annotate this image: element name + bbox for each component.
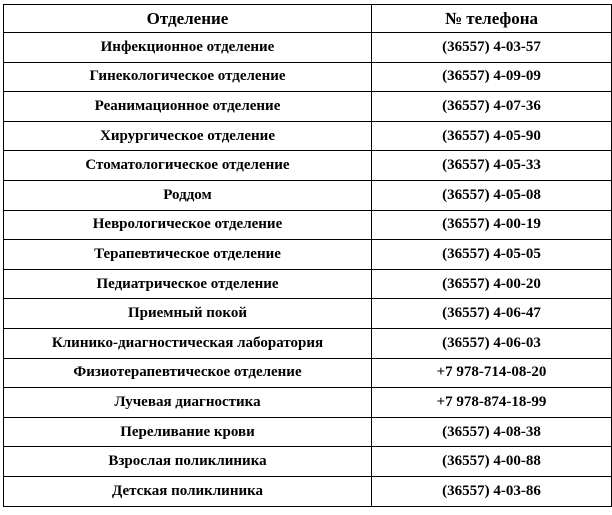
phone-cell: (36557) 4-06-03 — [372, 328, 612, 358]
department-cell: Гинекологическое отделение — [4, 62, 372, 92]
table-row — [4, 151, 612, 181]
table-body — [4, 33, 612, 507]
phone-cell: +7 978-714-08-20 — [372, 358, 612, 388]
phone-cell: (36557) 4-05-33 — [372, 151, 612, 181]
phone-cell: (36557) 4-05-05 — [372, 240, 612, 270]
table-row — [4, 358, 612, 388]
phone-cell: (36557) 4-08-38 — [372, 417, 612, 447]
department-cell: Терапевтическое отделение — [4, 240, 372, 270]
table-row — [4, 180, 612, 210]
phone-cell: (36557) 4-06-47 — [372, 299, 612, 329]
table-row — [4, 121, 612, 151]
table-row — [4, 447, 612, 477]
phone-cell: (36557) 4-07-36 — [372, 92, 612, 122]
department-cell: Роддом — [4, 180, 372, 210]
department-cell: Инфекционное отделение — [4, 33, 372, 63]
department-cell: Переливание крови — [4, 417, 372, 447]
department-cell: Педиатрическое отделение — [4, 269, 372, 299]
table-row — [4, 210, 612, 240]
phone-cell: (36557) 4-09-09 — [372, 62, 612, 92]
department-phone-table — [3, 4, 612, 507]
department-cell: Неврологическое отделение — [4, 210, 372, 240]
department-column-header: Отделение — [4, 5, 372, 33]
phone-column-header: № телефона — [372, 5, 612, 33]
phone-cell: (36557) 4-05-08 — [372, 180, 612, 210]
department-cell: Взрослая поликлиника — [4, 447, 372, 477]
table-row — [4, 328, 612, 358]
table-row — [4, 417, 612, 447]
department-cell: Детская поликлиника — [4, 476, 372, 506]
phone-cell: (36557) 4-00-88 — [372, 447, 612, 477]
table-row — [4, 476, 612, 506]
department-cell: Лучевая диагностика — [4, 388, 372, 418]
phone-cell: +7 978-874-18-99 — [372, 388, 612, 418]
department-cell: Физиотерапевтическое отделение — [4, 358, 372, 388]
table-row — [4, 388, 612, 418]
phone-cell: (36557) 4-00-20 — [372, 269, 612, 299]
department-cell: Хирургическое отделение — [4, 121, 372, 151]
table-header-row — [4, 5, 612, 33]
phone-cell: (36557) 4-05-90 — [372, 121, 612, 151]
department-cell: Приемный покой — [4, 299, 372, 329]
table-row — [4, 92, 612, 122]
table-row — [4, 299, 612, 329]
phone-cell: (36557) 4-03-57 — [372, 33, 612, 63]
table-row — [4, 33, 612, 63]
department-cell: Клинико-диагностическая лаборатория — [4, 328, 372, 358]
table-row — [4, 62, 612, 92]
table-row — [4, 240, 612, 270]
table-row — [4, 269, 612, 299]
department-cell: Реанимационное отделение — [4, 92, 372, 122]
phone-cell: (36557) 4-00-19 — [372, 210, 612, 240]
department-cell: Стоматологическое отделение — [4, 151, 372, 181]
phone-cell: (36557) 4-03-86 — [372, 476, 612, 506]
